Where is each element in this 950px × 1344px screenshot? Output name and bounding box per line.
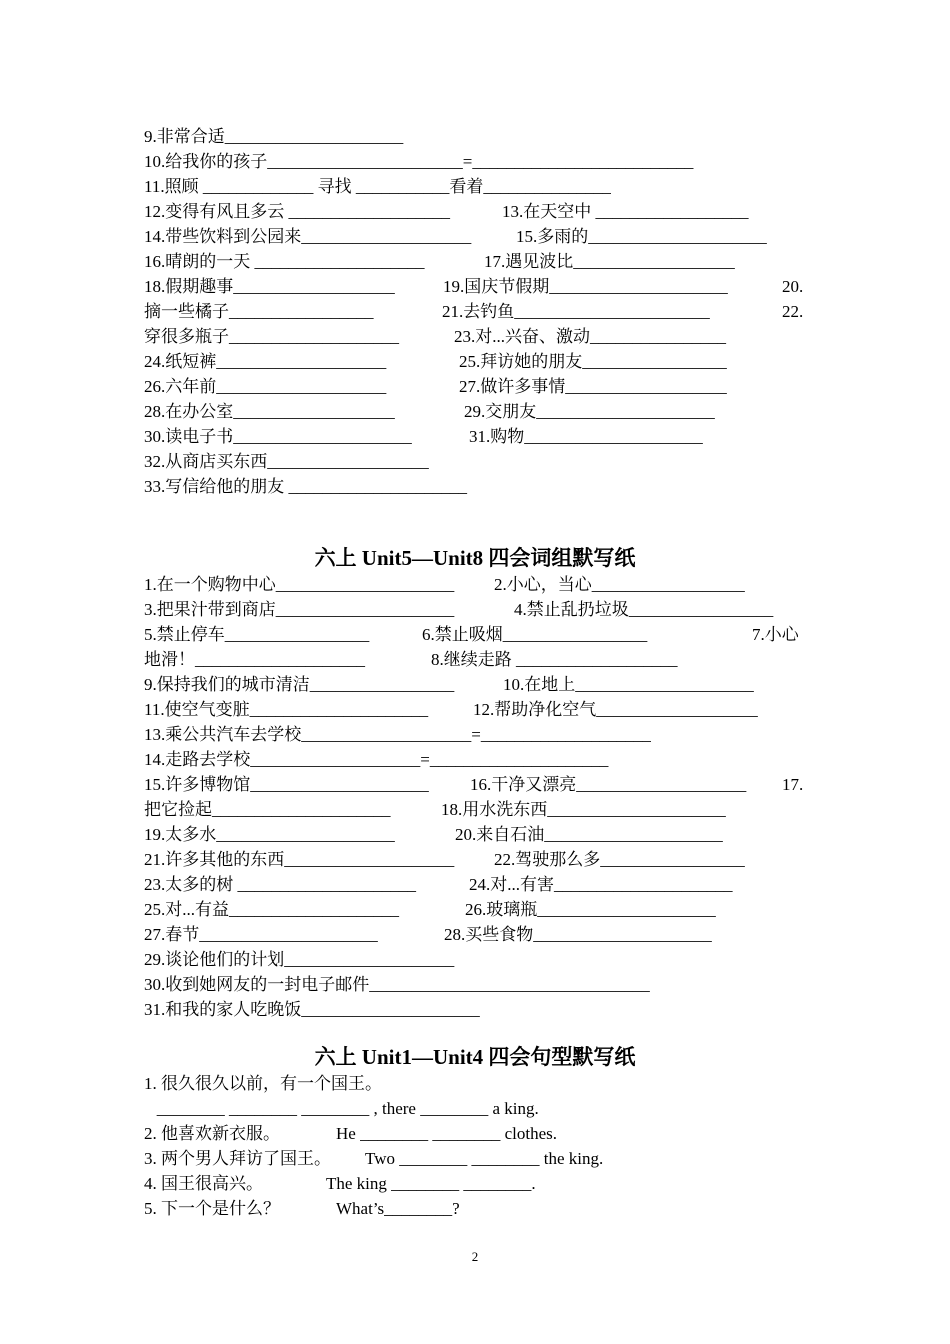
line-segment: 26.六年前____________________ (144, 377, 387, 396)
line-segment: 20.来自石油_____________________ (455, 825, 723, 844)
line-segment: 15.多雨的_____________________ (516, 227, 767, 246)
line-segment: 9.非常合适_____________________ (144, 127, 404, 146)
list-item (144, 972, 814, 997)
line-segment: 29.谈论他们的计划____________________ (144, 950, 455, 969)
line-segment: 4. 国王很高兴。 (144, 1174, 263, 1193)
line-segment: 24.纸短裤____________________ (144, 352, 387, 371)
line-segment: 22.驾驶那么多_________________ (494, 850, 745, 869)
line-segment: 10.在地上_____________________ (503, 675, 754, 694)
line-segment: 30.收到她网友的一封电子邮件_________________________________ (144, 975, 650, 994)
line-segment: The king ________ ________. (326, 1174, 536, 1193)
line-segment: 21.许多其他的东西____________________ (144, 850, 455, 869)
line-segment: 地滑！____________________ (144, 650, 365, 669)
line-segment: 17. (782, 775, 804, 794)
list-item (144, 722, 814, 747)
line-segment: 32.从商店买东西___________________ (144, 452, 429, 471)
list-item (144, 872, 814, 897)
list-item (144, 647, 814, 672)
line-segment: 13.在天空中 __________________ (502, 202, 749, 221)
list-item (144, 124, 814, 149)
line-segment: 18.用水洗东西_____________________ (441, 800, 726, 819)
section-3-title: 六上 Unit1—Unit4 四会句型默写纸 (314, 1045, 636, 1069)
line-segment: He ________ ________ clothes. (336, 1124, 557, 1143)
line-segment: 20. (782, 277, 804, 296)
list-item (144, 174, 814, 199)
list-item (144, 424, 814, 449)
line-segment: 7.小心 (752, 625, 799, 644)
list-item (144, 449, 814, 474)
line-segment: 16.晴朗的一天 ____________________ (144, 252, 425, 271)
line-segment: 23.太多的树 _____________________ (144, 875, 416, 894)
list-item (144, 299, 814, 324)
line-segment: 23.对...兴奋、激动________________ (454, 327, 726, 346)
line-segment: 25.拜访她的朋友_________________ (459, 352, 727, 371)
list-item (144, 822, 814, 847)
list-item (144, 847, 814, 872)
line-segment: 14.带些饮料到公园来____________________ (144, 227, 472, 246)
list-item (144, 474, 814, 499)
line-segment: 1. 很久很久以前，有一个国王。 (144, 1074, 382, 1093)
line-segment: 把它捡起_____________________ (144, 800, 391, 819)
list-item (144, 1196, 814, 1221)
list-item (144, 349, 814, 374)
line-segment: 9.保持我们的城市清洁_________________ (144, 675, 455, 694)
line-segment: 11.使空气变脏_____________________ (144, 700, 429, 719)
line-segment: 30.读电子书_____________________ (144, 427, 412, 446)
list-item (144, 324, 814, 349)
list-item (144, 1171, 814, 1196)
line-segment: 16.干净又漂亮____________________ (470, 775, 747, 794)
line-segment: 3.把果汁带到商店_____________________ (144, 600, 455, 619)
list-item (144, 374, 814, 399)
line-segment: 5. 下一个是什么？ (144, 1199, 280, 1218)
line-segment: 4.禁止乱扔垃圾_________________ (514, 600, 774, 619)
list-item (144, 1146, 814, 1171)
line-segment: 21.去钓鱼_______________________ (442, 302, 710, 321)
line-segment: 28.在办公室___________________ (144, 402, 395, 421)
line-segment: 12.变得有风且多云 ___________________ (144, 202, 450, 221)
list-item (144, 922, 814, 947)
list-item (144, 997, 814, 1022)
line-segment: 3. 两个男人拜访了国王。 (144, 1149, 331, 1168)
list-item (144, 747, 814, 772)
line-segment: 29.交朋友_____________________ (464, 402, 715, 421)
list-item (144, 947, 814, 972)
list-item (144, 697, 814, 722)
line-segment: 2.小心，当心__________________ (494, 575, 745, 594)
list-item (144, 1096, 814, 1121)
line-segment: 31.和我的家人吃晚饭_____________________ (144, 1000, 480, 1019)
line-segment: 14.走路去学校____________________=_____________________ (144, 750, 609, 769)
line-segment: Two ________ ________ the king. (365, 1149, 604, 1168)
list-item (144, 149, 814, 174)
line-segment: 31.购物_____________________ (469, 427, 703, 446)
line-segment: 33.写信给他的朋友 _____________________ (144, 477, 467, 496)
line-segment: 8.继续走路 ___________________ (431, 650, 678, 669)
list-item (144, 1121, 814, 1146)
line-segment: 17.遇见波比___________________ (484, 252, 735, 271)
line-segment: 1.在一个购物中心_____________________ (144, 575, 455, 594)
line-segment: 19.国庆节假期_____________________ (443, 277, 728, 296)
section-2-title: 六上 Unit5—Unit8 四会词组默写纸 (314, 546, 636, 570)
line-segment: 27.做许多事情___________________ (459, 377, 727, 396)
line-segment: 19.太多水_____________________ (144, 825, 395, 844)
line-segment: 穿很多瓶子____________________ (144, 327, 399, 346)
list-item (144, 897, 814, 922)
line-segment: 10.给我你的孩子_______________________=__________________________ (144, 152, 694, 171)
line-segment: 18.假期趣事___________________ (144, 277, 395, 296)
list-item (144, 572, 814, 597)
line-segment: 22. (782, 302, 804, 321)
line-segment: 摘一些橘子_________________ (144, 302, 374, 321)
list-item (144, 797, 814, 822)
list-item (144, 399, 814, 424)
line-segment: 5.禁止停车_________________ (144, 625, 370, 644)
line-segment: 25.对...有益____________________ (144, 900, 399, 919)
line-segment: 28.买些食物_____________________ (444, 925, 712, 944)
line-segment: ________ ________ ________ , there ________ a king. (144, 1099, 539, 1118)
list-item (144, 1071, 814, 1096)
line-segment: What’s________? (336, 1199, 460, 1218)
line-segment: 12.帮助净化空气___________________ (473, 700, 758, 719)
line-segment: 27.春节_____________________ (144, 925, 378, 944)
line-segment: 24.对...有害_____________________ (469, 875, 733, 894)
list-item (144, 199, 814, 224)
list-item (144, 772, 814, 797)
line-segment: 26.玻璃瓶_____________________ (465, 900, 716, 919)
list-item (144, 224, 814, 249)
list-item (144, 622, 814, 647)
list-item (144, 597, 814, 622)
line-segment: 13.乘公共汽车去学校____________________=____________________ (144, 725, 651, 744)
line-segment: 2. 他喜欢新衣服。 (144, 1124, 280, 1143)
list-item (144, 672, 814, 697)
line-segment: 6.禁止吸烟_________________ (422, 625, 648, 644)
line-segment: 15.许多博物馆_____________________ (144, 775, 429, 794)
list-item (144, 274, 814, 299)
page-number: 2 (471, 1249, 479, 1264)
list-item (144, 249, 814, 274)
line-segment: 11.照顾 _____________ 寻找 ___________看着_______________ (144, 177, 611, 196)
